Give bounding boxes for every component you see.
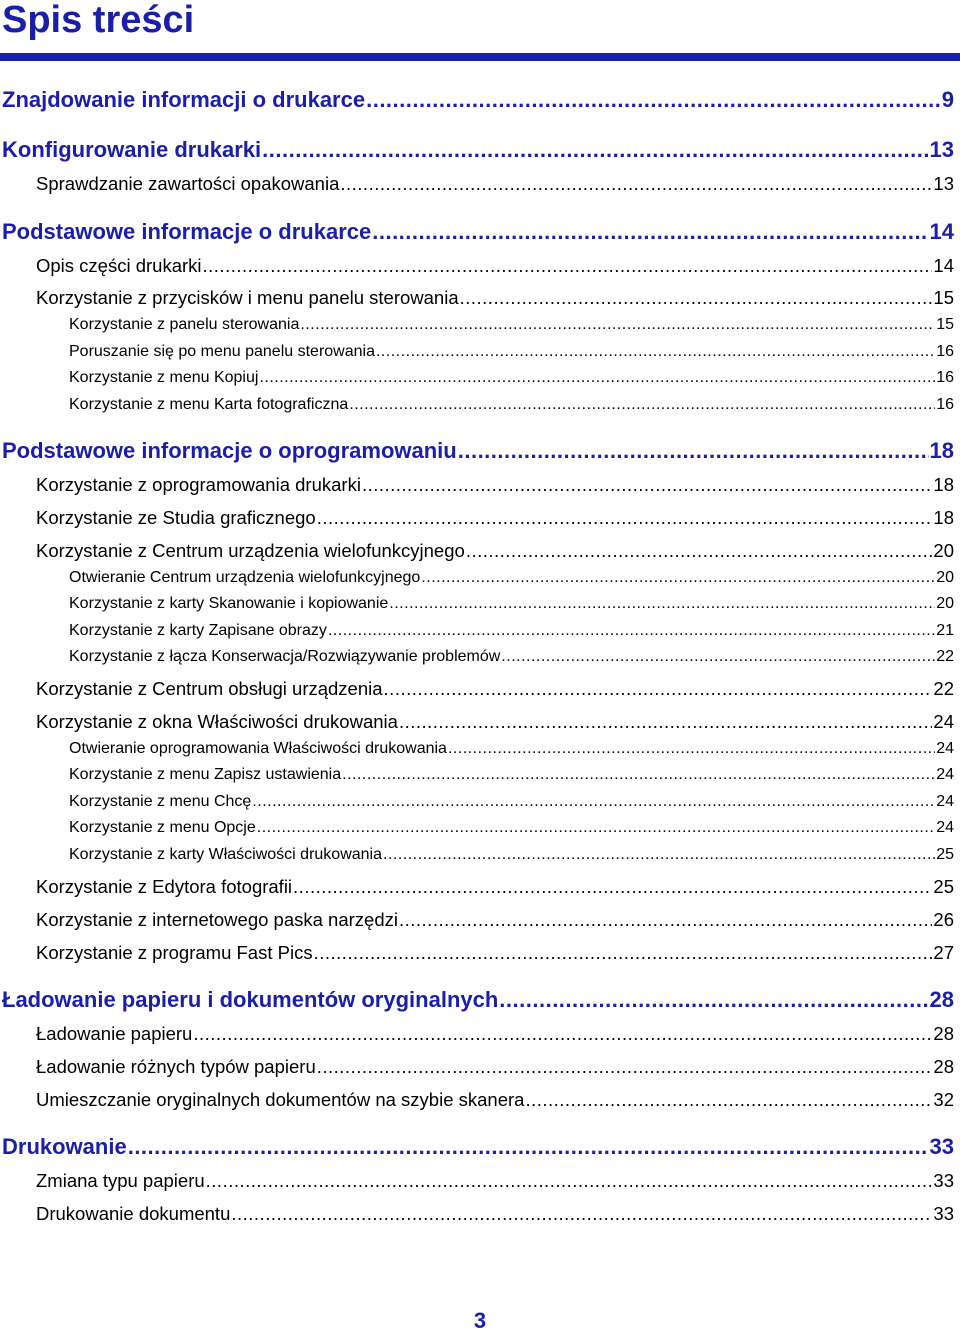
dot-leader xyxy=(383,846,935,864)
toc-entry[interactable] xyxy=(36,173,954,195)
toc-entry-label: Korzystanie z Edytora fotografii xyxy=(36,876,293,897)
toc-entry-page: 15 xyxy=(936,316,954,333)
dot-leader xyxy=(328,622,935,640)
toc-entry[interactable] xyxy=(69,819,954,837)
toc-entry[interactable] xyxy=(36,474,954,496)
toc-entry-page: 16 xyxy=(936,396,954,413)
toc-entry-page: 16 xyxy=(936,369,954,386)
toc-entry[interactable] xyxy=(69,740,954,758)
toc-entry-page: 18 xyxy=(929,438,954,463)
toc-entry-page: 22 xyxy=(936,648,954,665)
toc-entry[interactable] xyxy=(69,369,954,387)
toc-entry-label: Korzystanie z menu Karta fotograficzna xyxy=(69,396,349,413)
toc-entry[interactable] xyxy=(2,987,954,1013)
toc-entry[interactable] xyxy=(69,648,954,666)
dot-leader xyxy=(259,369,935,387)
toc-entry-page: 24 xyxy=(936,766,954,783)
dot-leader xyxy=(499,987,928,1013)
toc-entry[interactable] xyxy=(2,137,954,163)
toc-entry-label: Korzystanie z oprogramowania drukarki xyxy=(36,474,361,495)
toc-entry-page: 33 xyxy=(929,1134,954,1159)
toc-entry-page: 28 xyxy=(929,987,954,1012)
toc-entry-label: Podstawowe informacje o drukarce xyxy=(2,219,372,244)
toc-entry-label: Korzystanie z okna Właściwości drukowania xyxy=(36,711,398,732)
toc-entry[interactable] xyxy=(2,87,954,113)
page-number: 3 xyxy=(473,1308,487,1333)
toc-entry-label: Korzystanie z menu Chcę xyxy=(69,793,252,810)
toc-entry[interactable] xyxy=(69,766,954,784)
toc-entry-page: 24 xyxy=(936,819,954,836)
toc-entry-page: 26 xyxy=(933,909,954,930)
toc-entry-label: Zmiana typu papieru xyxy=(36,1170,205,1191)
dot-leader xyxy=(314,942,933,964)
dot-leader xyxy=(317,1056,933,1078)
toc-entry-label: Podstawowe informacje o oprogramowaniu xyxy=(2,438,457,463)
toc-entry-page: 13 xyxy=(933,173,954,194)
dot-leader xyxy=(376,343,935,361)
toc-entry-label: Sprawdzanie zawartości opakowania xyxy=(36,173,340,194)
toc-entry[interactable] xyxy=(36,711,954,733)
toc-entry-label: Korzystanie z karty Skanowanie i kopiowanie xyxy=(69,595,389,612)
toc-entry-page: 20 xyxy=(933,540,954,561)
dot-leader xyxy=(458,438,929,464)
toc-entry-page: 22 xyxy=(933,678,954,699)
toc-entry[interactable] xyxy=(69,569,954,587)
toc-entry-page: 14 xyxy=(933,255,954,276)
toc-entry-label: Korzystanie z menu Zapisz ustawienia xyxy=(69,766,342,783)
toc-entry[interactable] xyxy=(36,1170,954,1192)
toc-entry-label: Ładowanie papieru xyxy=(36,1023,193,1044)
toc-entry-label: Otwieranie oprogramowania Właściwości drukowania xyxy=(69,740,447,757)
dot-leader xyxy=(525,1089,932,1111)
toc-entry-label: Korzystanie z panelu sterowania xyxy=(69,316,300,333)
dot-leader xyxy=(399,909,932,931)
toc-entry-label: Korzystanie ze Studia graficznego xyxy=(36,507,316,528)
toc-entry[interactable] xyxy=(69,316,954,334)
toc-entry-label: Korzystanie z przycisków i menu panelu sterowania xyxy=(36,287,459,308)
toc-entry-page: 9 xyxy=(941,87,954,112)
toc-entry-label: Umieszczanie oryginalnych dokumentów na szybie skanera xyxy=(36,1089,525,1110)
toc-entry[interactable] xyxy=(36,1089,954,1111)
toc-entry[interactable] xyxy=(36,942,954,964)
toc-entry-page: 16 xyxy=(936,343,954,360)
toc-entry-label: Drukowanie dokumentu xyxy=(36,1203,231,1224)
dot-leader xyxy=(362,474,932,496)
dot-leader xyxy=(340,173,932,195)
dot-leader xyxy=(389,595,935,613)
dot-leader xyxy=(372,219,928,245)
toc-entry[interactable] xyxy=(36,678,954,700)
toc-entry[interactable] xyxy=(36,255,954,277)
toc-entry-page: 28 xyxy=(933,1056,954,1077)
toc-entry-label: Ładowanie papieru i dokumentów oryginalnych xyxy=(2,987,499,1012)
toc-entry-page: 15 xyxy=(933,287,954,308)
toc-entry-page: 18 xyxy=(933,507,954,528)
toc-entry-page: 24 xyxy=(936,740,954,757)
toc-entry-label: Korzystanie z karty Właściwości drukowania xyxy=(69,846,382,863)
dot-leader xyxy=(206,1170,933,1192)
page-title: Spis treści xyxy=(2,0,195,41)
dot-leader xyxy=(252,793,935,811)
dot-leader xyxy=(501,648,935,666)
dot-leader xyxy=(128,1134,929,1160)
dot-leader xyxy=(257,819,935,837)
toc-entry-page: 28 xyxy=(933,1023,954,1044)
toc-entry-page: 24 xyxy=(933,711,954,732)
toc-entry[interactable] xyxy=(2,438,954,464)
toc-entry-label: Korzystanie z karty Zapisane obrazy xyxy=(69,622,327,639)
dot-leader xyxy=(293,876,932,898)
toc-entry[interactable] xyxy=(69,595,954,613)
toc-entry-page: 25 xyxy=(936,846,954,863)
dot-leader xyxy=(384,678,933,700)
toc-entry-label: Korzystanie z menu Opcje xyxy=(69,819,256,836)
toc-entry[interactable] xyxy=(69,793,954,811)
toc-entry[interactable] xyxy=(36,540,954,562)
toc-entry[interactable] xyxy=(36,1203,954,1225)
dot-leader xyxy=(349,396,935,414)
toc-entry-label: Korzystanie z Centrum obsługi urządzenia xyxy=(36,678,383,699)
toc-entry-page: 33 xyxy=(933,1170,954,1191)
toc-entry-label: Drukowanie xyxy=(2,1134,127,1159)
toc-entry[interactable] xyxy=(36,1056,954,1078)
dot-leader xyxy=(421,569,935,587)
dot-leader xyxy=(300,316,935,334)
toc-entry[interactable] xyxy=(69,343,954,361)
toc-entry-label: Opis części drukarki xyxy=(36,255,202,276)
toc-entry-label: Otwieranie Centrum urządzenia wielofunkcyjnego xyxy=(69,569,421,586)
toc-entry[interactable] xyxy=(2,1134,954,1160)
toc-entry-page: 25 xyxy=(933,876,954,897)
dot-leader xyxy=(193,1023,932,1045)
toc-entry-page: 14 xyxy=(929,219,954,244)
dot-leader xyxy=(317,507,933,529)
toc-entry-label: Korzystanie z Centrum urządzenia wielofunkcyjnego xyxy=(36,540,465,561)
toc-entry-page: 20 xyxy=(936,569,954,586)
toc-entry-label: Poruszanie się po menu panelu sterowania xyxy=(69,343,375,360)
toc-entry[interactable] xyxy=(36,507,954,529)
toc-entry-page: 18 xyxy=(933,474,954,495)
toc-entry-label: Znajdowanie informacji o drukarce xyxy=(2,87,366,112)
toc-entry-page: 27 xyxy=(933,942,954,963)
toc-entry-label: Korzystanie z menu Kopiuj xyxy=(69,369,259,386)
toc-entry[interactable] xyxy=(36,1023,954,1045)
toc-entry-label: Korzystanie z internetowego paska narzędzi xyxy=(36,909,398,930)
dot-leader xyxy=(460,287,933,309)
dot-leader xyxy=(448,740,935,758)
toc-entry-label: Korzystanie z łącza Konserwacja/Rozwiązywanie problemów xyxy=(69,648,501,665)
dot-leader xyxy=(231,1203,932,1225)
toc-entry-page: 24 xyxy=(936,793,954,810)
toc-entry[interactable] xyxy=(69,622,954,640)
toc-entry-label: Korzystanie z programu Fast Pics xyxy=(36,942,313,963)
toc-entry[interactable] xyxy=(69,396,954,414)
toc-entry[interactable] xyxy=(36,876,954,898)
toc-entry-page: 32 xyxy=(933,1089,954,1110)
toc-entry[interactable] xyxy=(69,846,954,864)
dot-leader xyxy=(366,87,941,113)
toc-entry[interactable] xyxy=(36,287,954,309)
dot-leader xyxy=(342,766,935,784)
toc-entry-label: Konfigurowanie drukarki xyxy=(2,137,262,162)
dot-leader xyxy=(466,540,933,562)
toc-entry-page: 21 xyxy=(936,622,954,639)
toc-entry[interactable] xyxy=(36,909,954,931)
toc-entry-page: 20 xyxy=(936,595,954,612)
dot-leader xyxy=(399,711,932,733)
toc-entry[interactable] xyxy=(2,219,954,245)
toc-entry-page: 33 xyxy=(933,1203,954,1224)
toc-entry-page: 13 xyxy=(929,137,954,162)
dot-leader xyxy=(203,255,933,277)
toc-entry-label: Ładowanie różnych typów papieru xyxy=(36,1056,316,1077)
dot-leader xyxy=(262,137,928,163)
